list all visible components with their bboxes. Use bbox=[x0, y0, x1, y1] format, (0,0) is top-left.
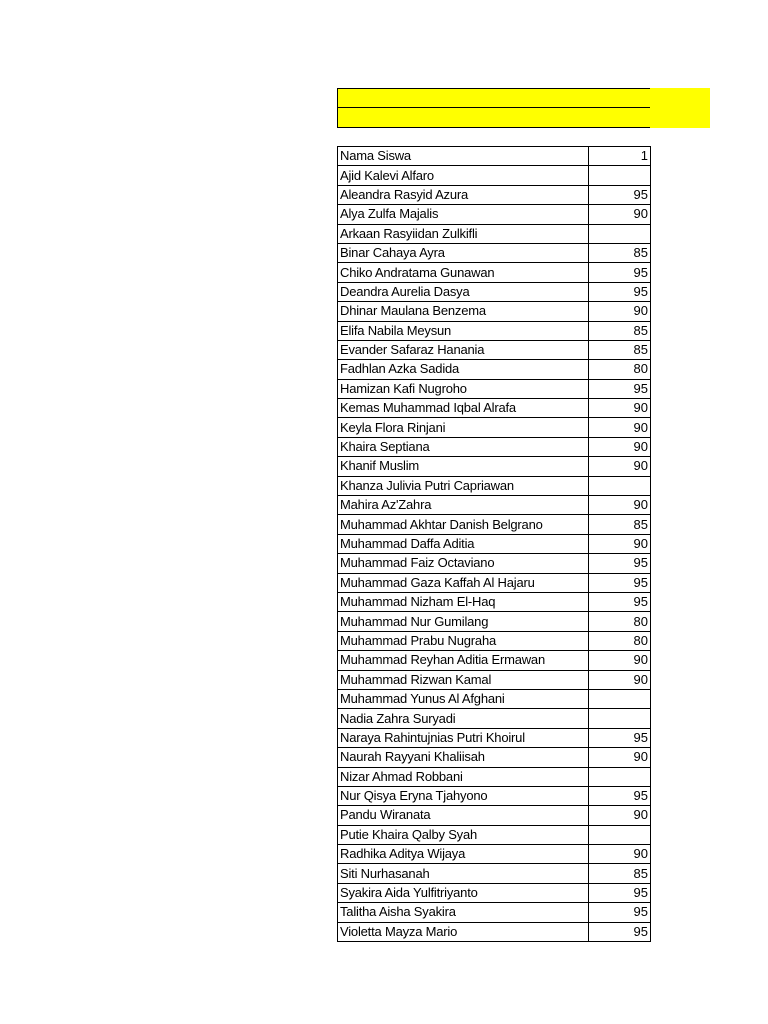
table-row bbox=[338, 592, 651, 611]
score-cell[interactable]: 90 bbox=[589, 651, 651, 670]
student-name-cell[interactable]: Muhammad Yunus Al Afghani bbox=[338, 689, 589, 708]
student-name-cell[interactable]: Muhammad Prabu Nugraha bbox=[338, 631, 589, 650]
student-name-cell[interactable]: Violetta Mayza Mario bbox=[338, 922, 589, 941]
score-cell[interactable]: 80 bbox=[589, 360, 651, 379]
student-name-cell[interactable]: Elifa Nabila Meysun bbox=[338, 321, 589, 340]
score-cell[interactable]: 90 bbox=[589, 399, 651, 418]
student-name-cell[interactable]: Ajid Kalevi Alfaro bbox=[338, 166, 589, 185]
score-cell[interactable]: 95 bbox=[589, 282, 651, 301]
score-cell[interactable]: 95 bbox=[589, 263, 651, 282]
table-row bbox=[338, 185, 651, 204]
student-name-cell[interactable]: Putie Khaira Qalby Syah bbox=[338, 825, 589, 844]
table-row bbox=[338, 612, 651, 631]
score-cell[interactable]: 95 bbox=[589, 728, 651, 747]
score-cell[interactable]: 85 bbox=[589, 243, 651, 262]
student-name-cell[interactable]: Keyla Flora Rinjani bbox=[338, 418, 589, 437]
score-cell[interactable]: 90 bbox=[589, 457, 651, 476]
table-row bbox=[338, 883, 651, 902]
student-name-cell[interactable]: Khanif Muslim bbox=[338, 457, 589, 476]
student-name-cell[interactable]: Chiko Andratama Gunawan bbox=[338, 263, 589, 282]
table-row bbox=[338, 689, 651, 708]
student-name-cell[interactable]: Muhammad Daffa Aditia bbox=[338, 534, 589, 553]
table-row bbox=[338, 670, 651, 689]
score-cell[interactable]: 90 bbox=[589, 437, 651, 456]
student-name-cell[interactable]: Khaira Septiana bbox=[338, 437, 589, 456]
header-row-2 bbox=[338, 108, 650, 127]
student-name-cell[interactable]: Pandu Wiranata bbox=[338, 806, 589, 825]
table-row bbox=[338, 437, 651, 456]
score-cell[interactable]: 95 bbox=[589, 903, 651, 922]
student-name-cell[interactable]: Khanza Julivia Putri Capriawan bbox=[338, 476, 589, 495]
student-score-table bbox=[337, 146, 651, 942]
score-cell[interactable]: 90 bbox=[589, 670, 651, 689]
score-cell[interactable] bbox=[589, 166, 651, 185]
table-row bbox=[338, 554, 651, 573]
score-cell[interactable]: 85 bbox=[589, 340, 651, 359]
student-name-cell[interactable]: Binar Cahaya Ayra bbox=[338, 243, 589, 262]
score-cell[interactable]: 90 bbox=[589, 205, 651, 224]
student-name-cell[interactable]: Arkaan Rasyiidan Zulkifli bbox=[338, 224, 589, 243]
score-cell[interactable]: 95 bbox=[589, 786, 651, 805]
table-row bbox=[338, 263, 651, 282]
score-cell[interactable]: 95 bbox=[589, 592, 651, 611]
student-name-cell[interactable]: Muhammad Faiz Octaviano bbox=[338, 554, 589, 573]
score-cell[interactable]: 95 bbox=[589, 554, 651, 573]
table-row bbox=[338, 302, 651, 321]
table-row bbox=[338, 922, 651, 941]
score-cell[interactable]: 95 bbox=[589, 922, 651, 941]
table-row bbox=[338, 282, 651, 301]
score-cell[interactable] bbox=[589, 825, 651, 844]
table-row bbox=[338, 845, 651, 864]
table-row bbox=[338, 709, 651, 728]
column-header-name[interactable]: Nama Siswa bbox=[338, 147, 589, 166]
student-name-cell[interactable]: Dhinar Maulana Benzema bbox=[338, 302, 589, 321]
student-name-cell[interactable]: Fadhlan Azka Sadida bbox=[338, 360, 589, 379]
table-header-row bbox=[338, 147, 651, 166]
score-cell[interactable]: 95 bbox=[589, 883, 651, 902]
table-row bbox=[338, 418, 651, 437]
table-row bbox=[338, 476, 651, 495]
student-name-cell[interactable]: Nadia Zahra Suryadi bbox=[338, 709, 589, 728]
score-cell[interactable]: 95 bbox=[589, 379, 651, 398]
score-cell[interactable] bbox=[589, 476, 651, 495]
table-row bbox=[338, 728, 651, 747]
score-cell[interactable]: 80 bbox=[589, 612, 651, 631]
student-name-cell[interactable]: Naraya Rahintujnias Putri Khoirul bbox=[338, 728, 589, 747]
table-row bbox=[338, 573, 651, 592]
score-cell[interactable]: 95 bbox=[589, 185, 651, 204]
table-row bbox=[338, 496, 651, 515]
table-row bbox=[338, 457, 651, 476]
score-cell[interactable] bbox=[589, 224, 651, 243]
table-row bbox=[338, 399, 651, 418]
table-row bbox=[338, 806, 651, 825]
student-name-cell[interactable]: Muhammad Rizwan Kamal bbox=[338, 670, 589, 689]
score-cell[interactable]: 90 bbox=[589, 302, 651, 321]
highlight-strip bbox=[650, 88, 710, 128]
score-cell[interactable]: 85 bbox=[589, 515, 651, 534]
student-name-cell[interactable]: Deandra Aurelia Dasya bbox=[338, 282, 589, 301]
score-cell[interactable]: 85 bbox=[589, 864, 651, 883]
student-name-cell[interactable]: Kemas Muhammad Iqbal Alrafa bbox=[338, 399, 589, 418]
table-row bbox=[338, 166, 651, 185]
student-name-cell[interactable]: Mahira Az'Zahra bbox=[338, 496, 589, 515]
score-cell[interactable] bbox=[589, 767, 651, 786]
student-name-cell[interactable]: Muhammad Nizham El-Haq bbox=[338, 592, 589, 611]
student-name-cell[interactable]: Radhika Aditya Wijaya bbox=[338, 845, 589, 864]
table-row bbox=[338, 631, 651, 650]
score-cell[interactable] bbox=[589, 709, 651, 728]
student-name-cell[interactable]: Muhammad Gaza Kaffah Al Hajaru bbox=[338, 573, 589, 592]
table-row bbox=[338, 321, 651, 340]
highlighted-header-block bbox=[337, 88, 650, 128]
table-row bbox=[338, 534, 651, 553]
table-row bbox=[338, 903, 651, 922]
table-row bbox=[338, 205, 651, 224]
student-name-cell[interactable]: Hamizan Kafi Nugroho bbox=[338, 379, 589, 398]
score-cell[interactable]: 95 bbox=[589, 573, 651, 592]
score-cell[interactable] bbox=[589, 689, 651, 708]
student-name-cell[interactable]: Aleandra Rasyid Azura bbox=[338, 185, 589, 204]
table-row bbox=[338, 864, 651, 883]
column-header-score[interactable]: 1 bbox=[589, 147, 651, 166]
score-cell[interactable]: 85 bbox=[589, 321, 651, 340]
table-row bbox=[338, 748, 651, 767]
table-row bbox=[338, 360, 651, 379]
student-name-cell[interactable]: Evander Safaraz Hanania bbox=[338, 340, 589, 359]
table-row bbox=[338, 651, 651, 670]
score-cell[interactable]: 80 bbox=[589, 631, 651, 650]
student-name-cell[interactable]: Naurah Rayyani Khaliisah bbox=[338, 748, 589, 767]
score-cell[interactable]: 90 bbox=[589, 496, 651, 515]
student-name-cell[interactable]: Muhammad Akhtar Danish Belgrano bbox=[338, 515, 589, 534]
table-row bbox=[338, 224, 651, 243]
table-row bbox=[338, 340, 651, 359]
student-name-cell[interactable]: Nur Qisya Eryna Tjahyono bbox=[338, 786, 589, 805]
student-name-cell[interactable]: Talitha Aisha Syakira bbox=[338, 903, 589, 922]
score-cell[interactable]: 90 bbox=[589, 418, 651, 437]
student-name-cell[interactable]: Siti Nurhasanah bbox=[338, 864, 589, 883]
table-row bbox=[338, 243, 651, 262]
table-row bbox=[338, 825, 651, 844]
score-cell[interactable]: 90 bbox=[589, 845, 651, 864]
table-row bbox=[338, 767, 651, 786]
score-cell[interactable]: 90 bbox=[589, 748, 651, 767]
score-cell[interactable]: 90 bbox=[589, 534, 651, 553]
table-row bbox=[338, 515, 651, 534]
header-row-1 bbox=[338, 89, 650, 108]
table-row bbox=[338, 786, 651, 805]
student-name-cell[interactable]: Alya Zulfa Majalis bbox=[338, 205, 589, 224]
score-cell[interactable]: 90 bbox=[589, 806, 651, 825]
student-name-cell[interactable]: Syakira Aida Yulfitriyanto bbox=[338, 883, 589, 902]
student-name-cell[interactable]: Nizar Ahmad Robbani bbox=[338, 767, 589, 786]
student-name-cell[interactable]: Muhammad Reyhan Aditia Ermawan bbox=[338, 651, 589, 670]
student-name-cell[interactable]: Muhammad Nur Gumilang bbox=[338, 612, 589, 631]
table-row bbox=[338, 379, 651, 398]
